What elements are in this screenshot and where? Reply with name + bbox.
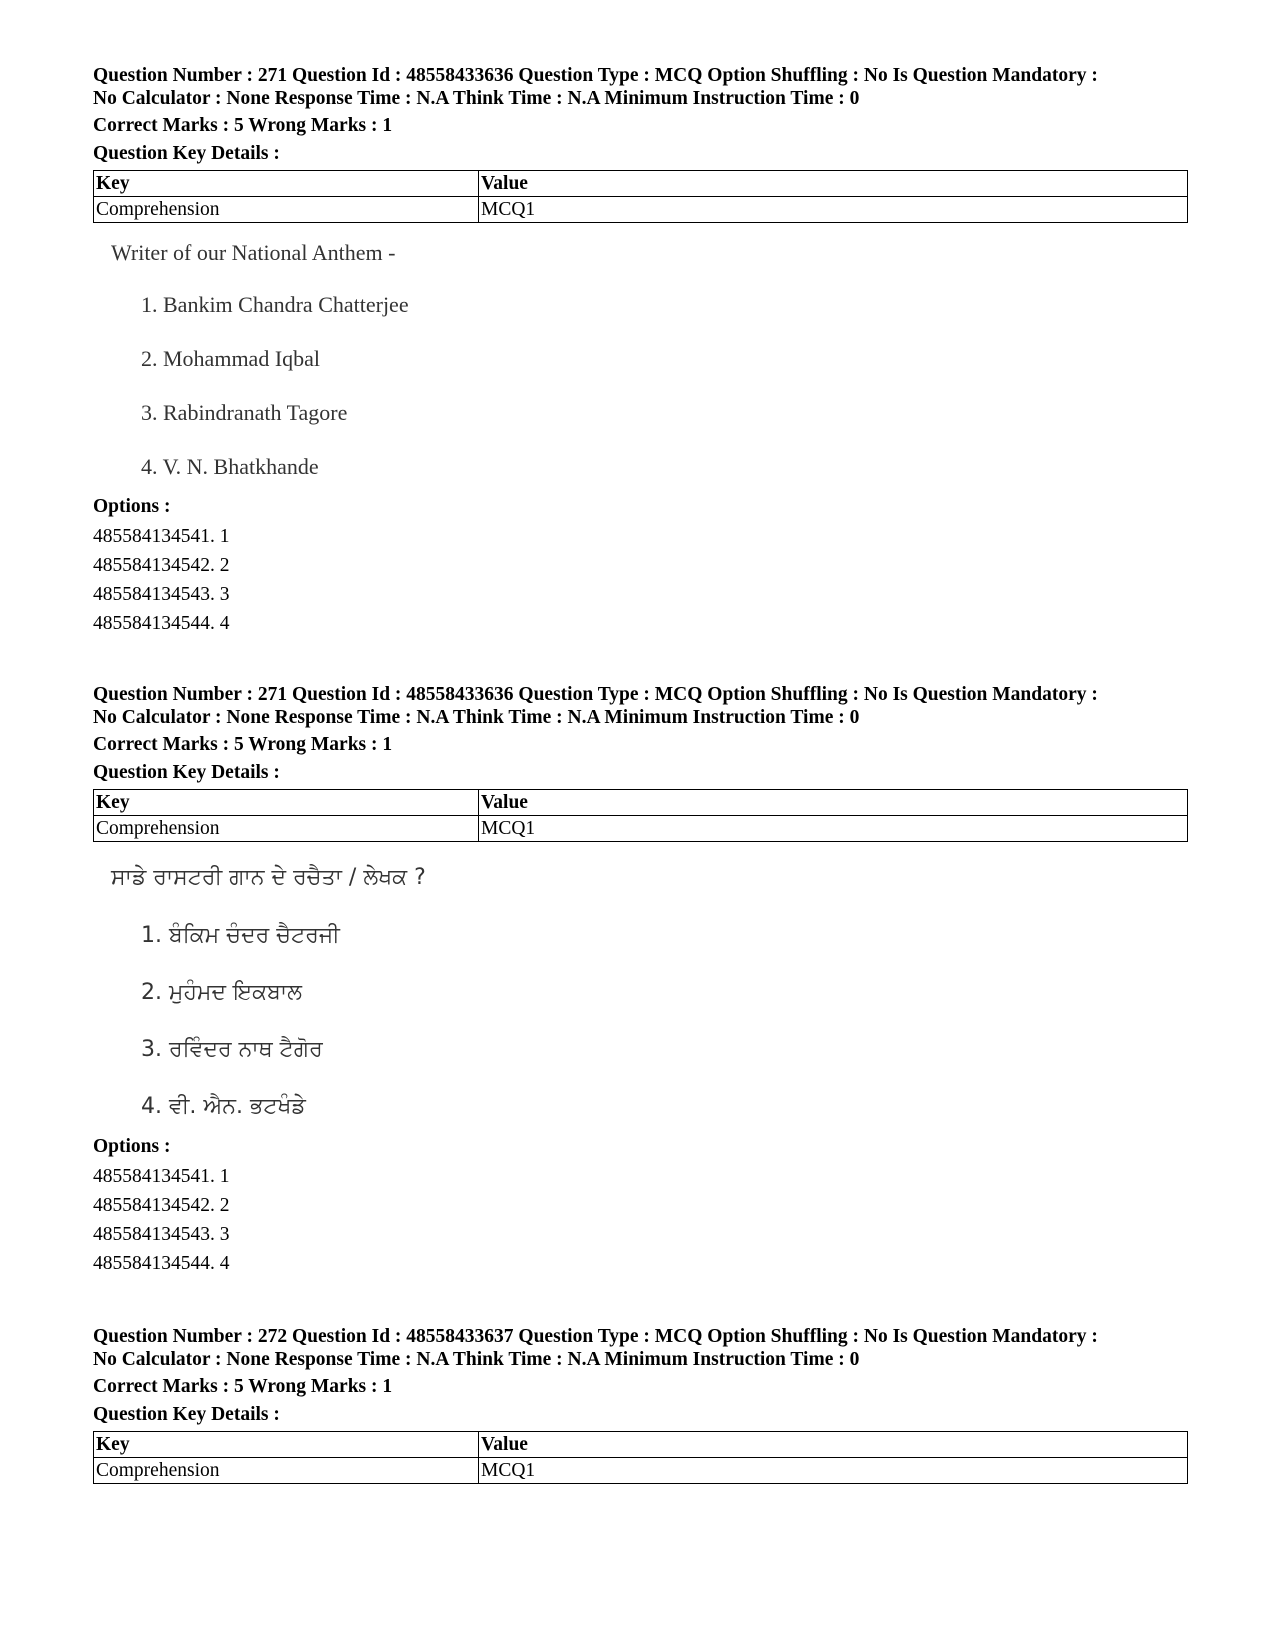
table-cell-key: Comprehension	[94, 197, 479, 223]
question-choices	[93, 291, 1188, 495]
question-header-line1: Question Number : 271 Question Id : 48558433636 Question Type : MCQ Option Shuffling : No Is Question Mandatory :	[93, 684, 1098, 705]
marks-line: Correct Marks : 5 Wrong Marks : 1	[93, 734, 393, 755]
table-cell-key: Comprehension	[94, 1458, 479, 1484]
table-cell-value: MCQ1	[479, 816, 1188, 842]
choice-item: 3. ਰਵਿੰਦਰ ਨਾਥ ਟੈਗੋਰ	[141, 1037, 323, 1062]
question-block-271-english	[93, 64, 1188, 638]
table-header-value: Value	[479, 1432, 1188, 1458]
option-item: 485584134542. 2	[93, 555, 230, 576]
option-item: 485584134543. 3	[93, 1224, 230, 1245]
choice-item: 1. Bankim Chandra Chatterjee	[141, 292, 409, 317]
table-header-value: Value	[479, 171, 1188, 197]
table-header-key: Key	[94, 790, 479, 816]
table-header-row	[94, 790, 1188, 816]
marks-line: Correct Marks : 5 Wrong Marks : 1	[93, 115, 393, 136]
option-item: 485584134542. 2	[93, 1195, 230, 1216]
table-header-row	[94, 171, 1188, 197]
options-label: Options :	[93, 1136, 171, 1157]
question-content	[93, 239, 1188, 495]
key-details-table	[93, 1431, 1188, 1484]
question-block-271-punjabi	[93, 683, 1188, 1278]
question-block-272	[93, 1325, 1188, 1484]
option-item: 485584134544. 4	[93, 613, 230, 634]
question-header-line1: Question Number : 272 Question Id : 48558433637 Question Type : MCQ Option Shuffling : No Is Question Mandatory :	[93, 1326, 1098, 1347]
table-row	[94, 197, 1188, 223]
choice-item: 4. ਵੀ. ਐਨ. ਭਟਖੰਡੇ	[141, 1094, 306, 1119]
key-details-table	[93, 170, 1188, 223]
key-details-label: Question Key Details :	[93, 762, 280, 783]
table-header-row	[94, 1432, 1188, 1458]
table-cell-key: Comprehension	[94, 816, 479, 842]
key-details-label: Question Key Details :	[93, 143, 280, 164]
choice-item: 4. V. N. Bhatkhande	[141, 454, 319, 479]
question-content	[93, 864, 1188, 1135]
marks-line: Correct Marks : 5 Wrong Marks : 1	[93, 1376, 393, 1397]
option-item: 485584134541. 1	[93, 526, 230, 547]
option-item: 485584134543. 3	[93, 584, 230, 605]
choice-item: 1. ਬੰਕਿਮ ਚੰਦਰ ਚੈਟਰਜੀ	[141, 923, 340, 948]
table-header-key: Key	[94, 171, 479, 197]
option-item: 485584134541. 1	[93, 1166, 230, 1187]
option-item: 485584134544. 4	[93, 1253, 230, 1274]
choice-item: 2. ਮੁਹੰਮਦ ਇਕਬਾਲ	[141, 980, 303, 1005]
table-header-key: Key	[94, 1432, 479, 1458]
question-stem: Writer of our National Anthem -	[111, 240, 396, 265]
question-stem: ਸਾਡੇ ਰਾਸਟਰੀ ਗਾਨ ਦੇ ਰਚੈਤਾ / ਲੇਖਕ ?	[111, 865, 426, 890]
key-details-table	[93, 789, 1188, 842]
choice-item: 2. Mohammad Iqbal	[141, 346, 321, 371]
question-header-line2: No Calculator : None Response Time : N.A Think Time : N.A Minimum Instruction Time : 0	[93, 88, 860, 109]
options-label: Options :	[93, 496, 171, 517]
table-cell-value: MCQ1	[479, 197, 1188, 223]
question-choices	[93, 922, 1188, 1135]
question-header-line1: Question Number : 271 Question Id : 48558433636 Question Type : MCQ Option Shuffling : No Is Question Mandatory :	[93, 65, 1098, 86]
question-header-line2: No Calculator : None Response Time : N.A Think Time : N.A Minimum Instruction Time : 0	[93, 707, 860, 728]
table-header-value: Value	[479, 790, 1188, 816]
question-header-line2: No Calculator : None Response Time : N.A Think Time : N.A Minimum Instruction Time : 0	[93, 1349, 860, 1370]
key-details-label: Question Key Details :	[93, 1404, 280, 1425]
table-row	[94, 816, 1188, 842]
choice-item: 3. Rabindranath Tagore	[141, 400, 348, 425]
table-cell-value: MCQ1	[479, 1458, 1188, 1484]
table-row	[94, 1458, 1188, 1484]
